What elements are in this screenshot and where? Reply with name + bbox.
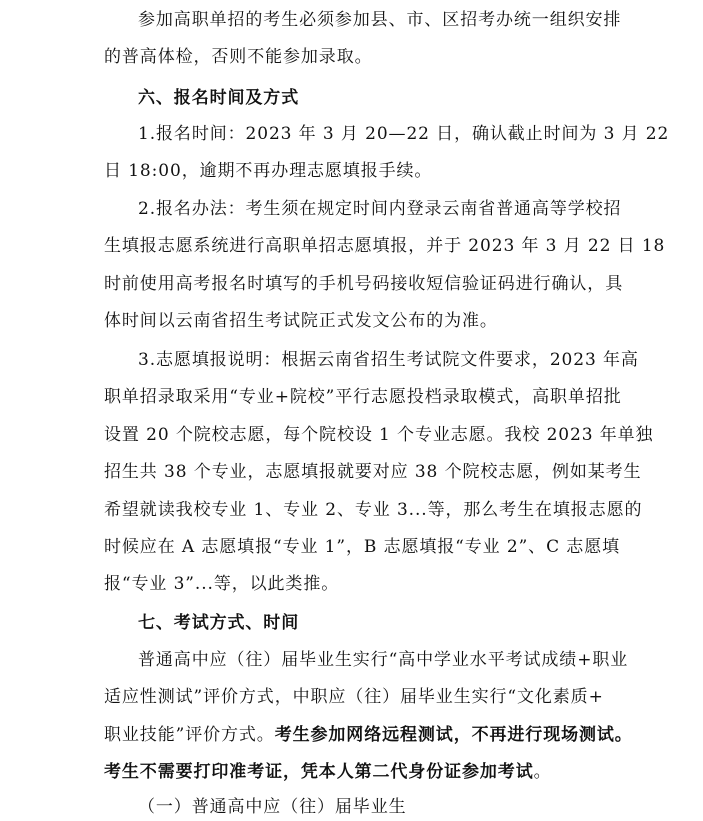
s6-item3-line-2: 职单招录取采用“专业+院校”平行志愿投档录取模式，高职单招批 — [104, 387, 622, 407]
s6-item2-line-4: 体时间以云南省招生考试院正式发文公布的为准。 — [104, 311, 498, 331]
intro-line-1: 参加高职单招的考生必须参加县、市、区招考办统一组织安排 — [138, 10, 622, 30]
s7-subheading-1: （一）普通高中应（往）届毕业生 — [138, 797, 407, 817]
intro-line-2: 的普高体检，否则不能参加录取。 — [104, 47, 373, 67]
s6-item2-line-3: 时前使用高考报名时填写的手机号码接收短信验证码进行确认，具 — [104, 274, 624, 294]
s7-p1-line-1: 普通高中应（往）届毕业生实行“高中学业水平考试成绩+职业 — [138, 650, 629, 670]
s7-p1-line-3 — [104, 724, 633, 746]
s6-item1-line-1: 1.报名时间：2023 年 3 月 20—22 日，确认截止时间为 3 月 22 — [138, 124, 670, 144]
s6-item3-line-6: 时候应在 A 志愿填报“专业 1”，B 志愿填报“专业 2”、C 志愿填 — [104, 537, 620, 557]
s7-p1-line-2: 适应性测试”评价方式，中职应（往）届毕业生实行“文化素质+ — [104, 687, 604, 707]
s6-item3-line-3: 设置 20 个院校志愿，每个院校设 1 个专业志愿。我校 2023 年单独 — [104, 425, 654, 445]
s7-p1-line-4-bold: 考生不需要打印准考证，凭本人第二代身份证参加考试 — [104, 762, 534, 782]
s7-p1-line-3-bold: 考生参加网络远程测试，不再进行现场测试。 — [274, 725, 633, 745]
section-6-heading: 六、报名时间及方式 — [138, 88, 300, 108]
s7-p1-line-3-plain: 职业技能”评价方式。 — [104, 725, 275, 745]
s7-p1-line-4-plain: 。 — [533, 762, 552, 782]
s6-item2-line-1: 2.报名办法：考生须在规定时间内登录云南省普通高等学校招 — [138, 199, 622, 219]
s7-p1-line-4 — [104, 761, 552, 783]
s6-item1-line-2: 日 18:00，逾期不再办理志愿填报手续。 — [104, 161, 433, 181]
s6-item2-line-2: 生填报志愿系统进行高职单招志愿填报，并于 2023 年 3 月 22 日 18 — [104, 236, 666, 256]
s6-item3-line-1: 3.志愿填报说明：根据云南省招生考试院文件要求，2023 年高 — [138, 350, 639, 370]
s6-item3-line-7: 报“专业 3”...等，以此类推。 — [104, 574, 340, 594]
s6-item3-line-5: 希望就读我校专业 1、专业 2、专业 3...等，那么考生在填报志愿的 — [104, 500, 643, 520]
s6-item3-line-4: 招生共 38 个专业，志愿填报就要对应 38 个院校志愿，例如某考生 — [104, 462, 642, 482]
section-7-heading: 七、考试方式、时间 — [138, 613, 300, 633]
